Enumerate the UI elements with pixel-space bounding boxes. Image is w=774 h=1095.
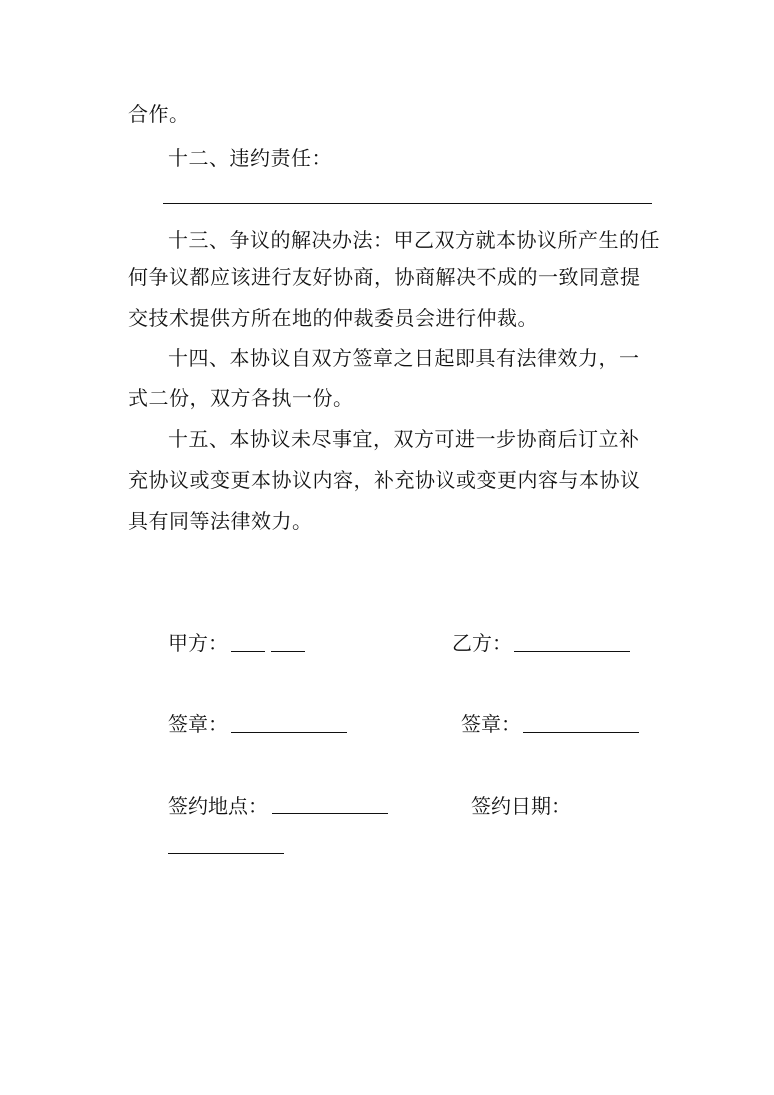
clause-13-line-1: 十三、争议的解决办法：甲乙双方就本协议所产生的任 <box>168 228 660 252</box>
seal-a-blank <box>231 732 347 733</box>
date-blank <box>168 853 284 854</box>
clause-13-line-2: 何争议都应该进行友好协商，协商解决不成的一致同意提 <box>128 265 641 289</box>
party-a-blank-1 <box>231 651 265 652</box>
party-a-blank-2 <box>271 651 305 652</box>
seal-b-blank <box>523 732 639 733</box>
place-blank <box>272 813 388 814</box>
clause-14-line-2: 式二份，双方各执一份。 <box>128 386 354 410</box>
clause-12-heading: 十二、违约责任： <box>168 146 332 170</box>
date-label: 签约日期： <box>471 794 571 818</box>
party-a-label: 甲方： <box>168 631 228 655</box>
seal-b-label: 签章： <box>461 712 521 736</box>
seal-a-label: 签章： <box>168 712 228 736</box>
clause-15-line-1: 十五、本协议未尽事宜，双方可进一步协商后订立补 <box>168 427 640 451</box>
clause-14-line-1: 十四、本协议自双方签章之日起即具有法律效力，一 <box>168 346 640 370</box>
clause-12-blank-line <box>163 203 652 204</box>
clause-15-line-2: 充协议或变更本协议内容，补充协议或变更内容与本协议 <box>128 468 641 492</box>
clause-13-line-3: 交技术提供方所在地的仲裁委员会进行仲裁。 <box>128 306 538 330</box>
place-label: 签约地点： <box>168 794 268 818</box>
text-line-1: 合作。 <box>128 102 190 126</box>
party-b-blank <box>514 651 630 652</box>
party-b-label: 乙方： <box>452 631 512 655</box>
clause-15-line-3: 具有同等法律效力。 <box>128 509 313 533</box>
